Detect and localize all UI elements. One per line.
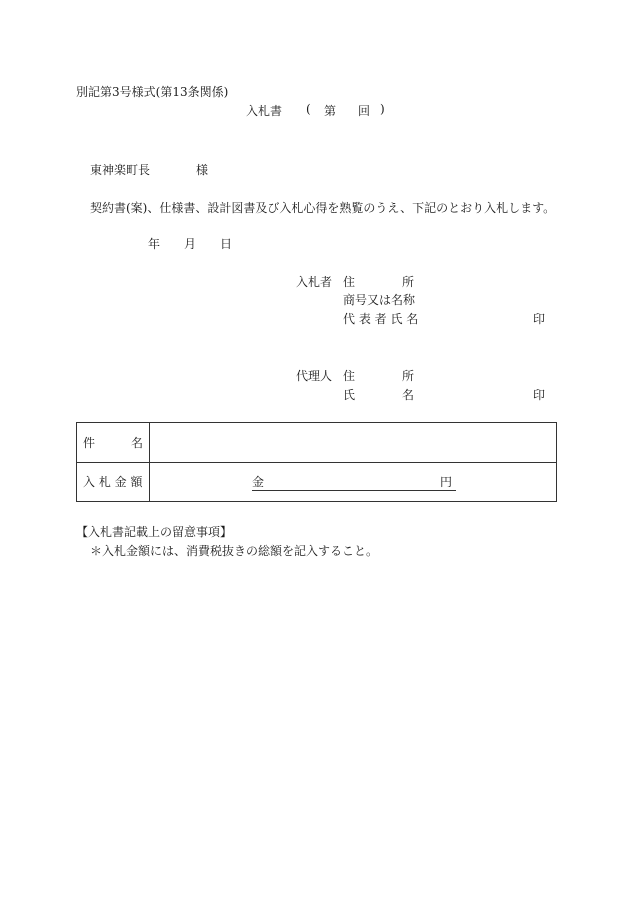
item-label-cell xyxy=(77,423,150,463)
bid-statement: 契約書(案)、仕様書、設計図書及び入札心得を熟覧のうえ、下記のとおり入札します。 xyxy=(90,201,556,215)
amount-kin: 金 xyxy=(252,475,265,489)
amount-underline xyxy=(252,474,456,491)
bidder-address-label-a: 住 xyxy=(343,275,356,289)
item-name-value[interactable] xyxy=(150,423,557,463)
title-text: 入札書 xyxy=(246,104,283,118)
agent-role: 代理人 xyxy=(296,369,333,383)
title-dai: 第 xyxy=(324,104,337,118)
amount-yen: 円 xyxy=(439,475,452,489)
date-month: 月 xyxy=(184,237,197,251)
table-row-item xyxy=(77,423,557,463)
agent-address-label-b: 所 xyxy=(402,369,415,383)
bidder-representative-label: 代 表 者 氏 名 xyxy=(343,312,419,326)
agent-name-label-b: 名 xyxy=(402,388,415,402)
bidder-role: 入札者 xyxy=(296,275,333,289)
title-open-paren: ( xyxy=(306,102,311,116)
notes-item: ＊入札金額には、消費税抜きの総額を記入すること。 xyxy=(90,544,379,558)
amount-label-cell xyxy=(77,462,150,502)
title-kai: 回 xyxy=(358,104,371,118)
notes-heading: 【入札書記載上の留意事項】 xyxy=(76,525,233,539)
bidder-company-label: 商号又は名称 xyxy=(343,293,416,307)
addressee-honorific: 様 xyxy=(196,163,209,177)
date-year: 年 xyxy=(148,237,161,251)
agent-address-label-a: 住 xyxy=(343,369,356,383)
agent-seal-mark: 印 xyxy=(533,388,546,402)
amount-label: 入 札 金 額 xyxy=(83,475,143,490)
title-close-paren: ) xyxy=(380,102,385,116)
bidder-seal-mark: 印 xyxy=(533,312,546,326)
date-day: 日 xyxy=(220,237,233,251)
item-label-b: 名 xyxy=(130,435,143,450)
addressee-name: 東神楽町長 xyxy=(90,163,151,177)
agent-name-label-a: 氏 xyxy=(343,388,356,402)
item-label-a: 件 xyxy=(83,435,96,450)
form-reference: 別記第3号様式(第13条関係) xyxy=(76,85,229,99)
bidder-address-label-b: 所 xyxy=(402,275,415,289)
